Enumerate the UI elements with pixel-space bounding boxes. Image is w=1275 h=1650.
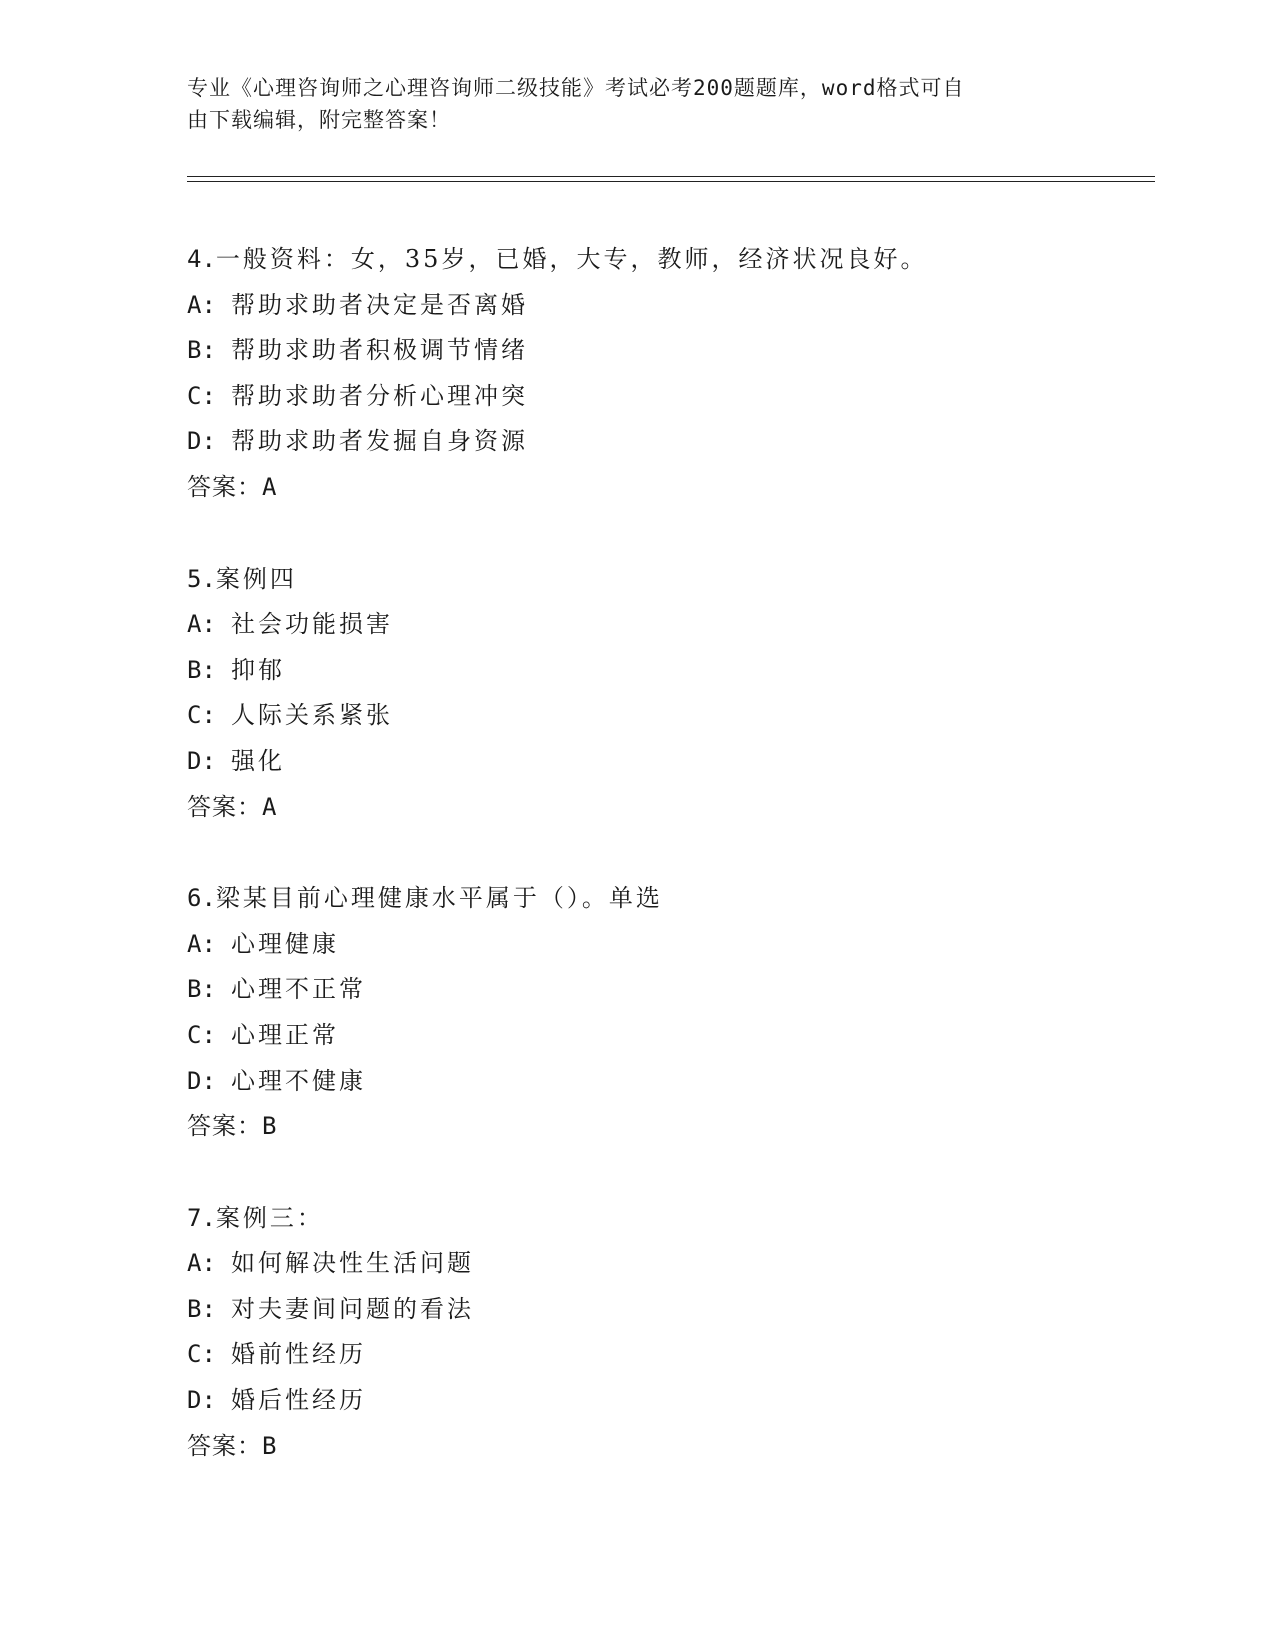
option-text: 婚前性经历 (231, 1340, 366, 1369)
option-letter: B: (187, 655, 216, 684)
header-divider-bottom (187, 181, 1155, 182)
option-letter: C: (187, 1340, 216, 1369)
header-line-2: 由下载编辑，附完整答案！ (187, 108, 451, 132)
answer-line: 答案：A (187, 792, 278, 821)
question-text: 梁某目前心理健康水平属于（）。单选 (215, 884, 663, 913)
option-d (187, 419, 1147, 465)
option-text: 心理正常 (231, 1020, 339, 1049)
header-line-1: 专业《心理咨询师之心理咨询师二级技能》考试必考200题题库，word格式可自 (187, 76, 965, 100)
option-b (187, 1287, 1147, 1333)
option-letter: A: (187, 610, 216, 639)
option-b (187, 328, 1147, 374)
question-number: 4. (187, 245, 216, 273)
option-text: 如何解决性生活问题 (231, 1249, 474, 1278)
option-d (187, 739, 1147, 785)
question-stem (187, 557, 1147, 603)
question-text: 案例四 (215, 564, 297, 593)
option-text: 心理不健康 (231, 1066, 366, 1095)
option-letter: C: (187, 1020, 216, 1049)
option-text: 人际关系紧张 (231, 701, 393, 730)
option-text: 帮助求助者分析心理冲突 (231, 381, 528, 410)
option-a (187, 602, 1147, 648)
option-c (187, 693, 1147, 739)
question-5 (187, 557, 1147, 831)
option-b (187, 967, 1147, 1013)
option-letter: D: (187, 427, 216, 456)
option-a (187, 1241, 1147, 1287)
option-d (187, 1378, 1147, 1424)
option-c (187, 374, 1147, 420)
question-number: 5. (187, 564, 216, 593)
question-list (187, 237, 1147, 1515)
option-letter: B: (187, 1294, 216, 1323)
option-text: 帮助求助者决定是否离婚 (231, 290, 528, 319)
option-text: 强化 (231, 746, 285, 775)
option-letter: D: (187, 746, 216, 775)
answer-line: 答案：A (187, 472, 278, 501)
option-letter: D: (187, 1066, 216, 1095)
option-letter: C: (187, 701, 216, 730)
document-header (187, 72, 1067, 136)
option-text: 心理不正常 (231, 975, 366, 1004)
answer-line: 答案：B (187, 1431, 278, 1460)
option-letter: A: (187, 929, 216, 958)
option-a (187, 922, 1147, 968)
option-letter: A: (187, 1249, 216, 1278)
header-divider-top (187, 176, 1155, 177)
option-text: 抑郁 (231, 655, 285, 684)
option-letter: C: (187, 381, 216, 410)
question-number: 6. (187, 884, 216, 913)
option-text: 对夫妻间问题的看法 (231, 1294, 474, 1323)
option-b (187, 648, 1147, 694)
question-text: 一般资料：女，35岁，已婚，大专，教师，经济状况良好。 (215, 245, 928, 273)
option-letter: D: (187, 1386, 216, 1415)
option-text: 心理健康 (231, 929, 339, 958)
option-letter: A: (187, 290, 216, 319)
question-text: 案例三： (215, 1203, 324, 1232)
option-text: 社会功能损害 (231, 610, 393, 639)
option-d (187, 1059, 1147, 1105)
question-number: 7. (187, 1203, 216, 1232)
answer-line: 答案：B (187, 1112, 278, 1141)
option-text: 帮助求助者发掘自身资源 (231, 427, 528, 456)
option-text: 帮助求助者积极调节情绪 (231, 336, 528, 365)
question-4 (187, 237, 1147, 511)
option-text: 婚后性经历 (231, 1386, 366, 1415)
option-letter: B: (187, 336, 216, 365)
option-c (187, 1013, 1147, 1059)
question-6 (187, 876, 1147, 1150)
question-stem (187, 1196, 1147, 1242)
option-a (187, 283, 1147, 329)
option-letter: B: (187, 975, 216, 1004)
option-c (187, 1332, 1147, 1378)
question-stem (187, 876, 1147, 922)
question-stem (187, 237, 1147, 283)
question-7 (187, 1196, 1147, 1470)
